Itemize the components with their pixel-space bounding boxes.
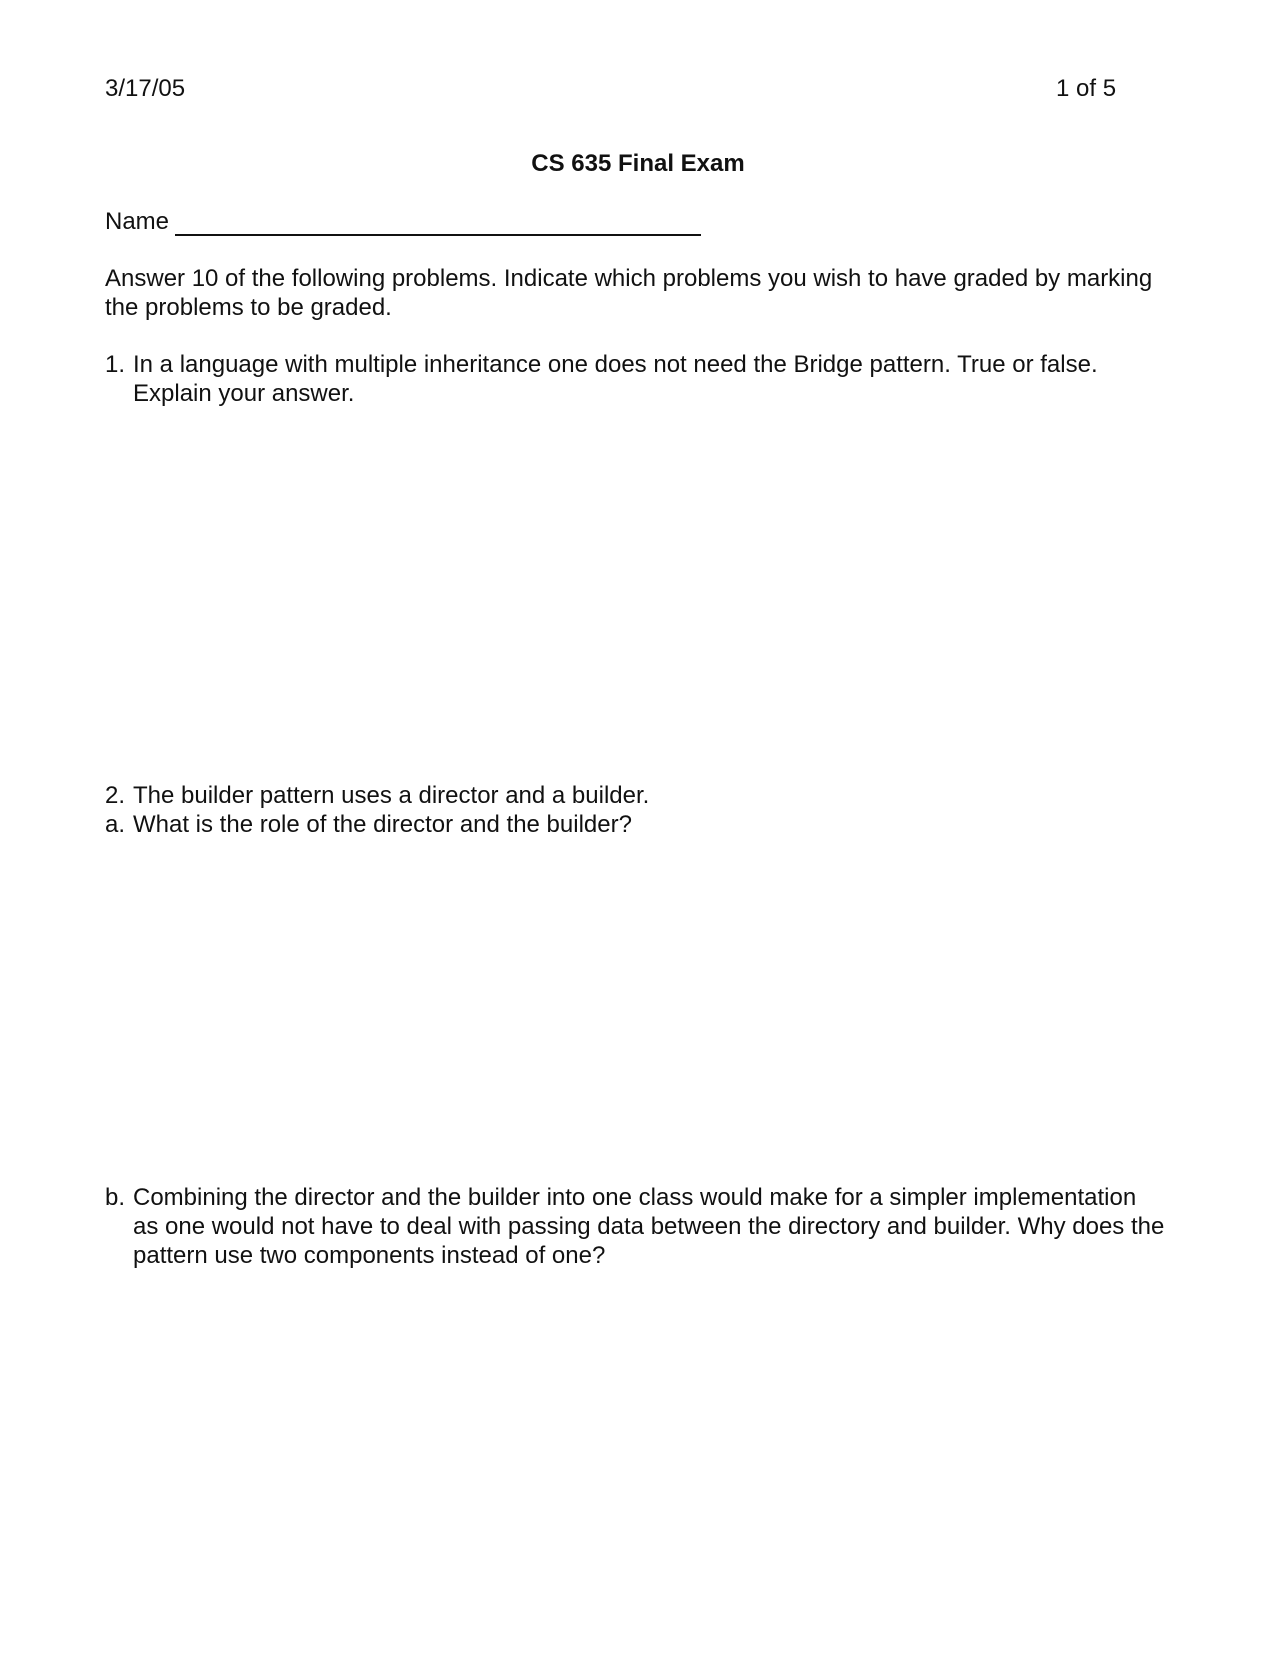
name-field-line[interactable] [175,212,701,236]
question-2b-text: Combining the director and the builder into one class would make for a simpler implementation as one would not have to deal with passing data between the directory and builder. Why does the pattern use two components instead of one? [133,1184,1165,1269]
question-2 [105,781,1165,810]
header-date: 3/17/05 [105,75,186,102]
name-row [105,207,701,236]
question-1-text: In a language with multiple inheritance one does not need the Bridge pattern. True or false. Explain your answer. [133,351,1098,407]
question-2b-label: b. [105,1184,126,1211]
question-2-text: The builder pattern uses a director and a builder. [133,782,650,809]
question-2a [105,810,1165,839]
question-2a-text: What is the role of the director and the builder? [133,811,632,838]
instructions: Answer 10 of the following problems. Indicate which problems you wish to have graded by marking the problems to be graded. [105,265,1153,321]
question-2-number: 2. [105,782,126,809]
page-number: 1 of 5 [1056,75,1117,102]
question-1-number: 1. [105,351,126,378]
exam-title: CS 635 Final Exam [531,150,745,177]
question-2a-label: a. [105,811,126,838]
question-2b [105,1183,1165,1270]
question-1 [105,350,1165,408]
name-label: Name [105,208,170,235]
